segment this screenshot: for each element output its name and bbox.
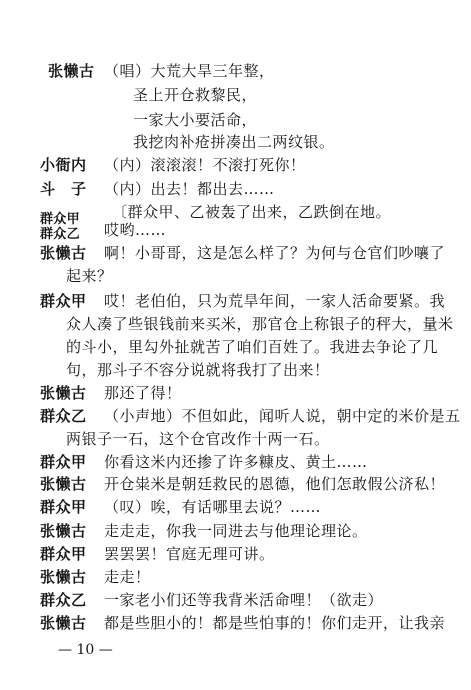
dialogue-line: 罢罢罢！官庭无理可讲。 — [104, 545, 275, 563]
page-number: — 10 — — [58, 642, 113, 658]
stage-direction: 〔群众甲、乙被轰了出来，乙跌倒在地。 — [112, 203, 392, 221]
speaker-name: 张懒古 — [40, 614, 87, 632]
dialogue-line: 走走！ — [104, 568, 151, 586]
dialogue-line: 一家老小们还等我背米活命哩！（欲走） — [104, 591, 384, 609]
dialogue-line: 起来？ — [66, 267, 113, 285]
speaker-name: 群众甲 — [40, 453, 87, 471]
dialogue-line: 你看这米内还掺了许多糠皮、黄土…… — [104, 453, 368, 471]
dialogue-line: 众人凑了些银钱前来买米，那官仓上称银子的秤大，量米 — [66, 315, 454, 333]
sung-line: 我挖肉补疮拼凑出二两纹银。 — [133, 133, 335, 151]
dialogue-line: 哎哟…… — [104, 221, 167, 239]
speaker-name: 群众甲 — [40, 498, 87, 516]
sung-line: 圣上开仓救黎民， — [133, 86, 258, 104]
speaker-name: 小衙内 — [40, 156, 87, 174]
dialogue-line: 句，那斗子不容分说就将我打了出来！ — [66, 361, 330, 379]
speaker-name: 群众甲 — [40, 292, 87, 310]
speaker-name: 张懒古 — [40, 244, 87, 262]
dialogue-line: 啊！小哥哥，这是怎么样了？为何与仓官们吵嚷了 — [104, 244, 446, 262]
sung-line: （唱）大荒大旱三年整， — [104, 62, 275, 80]
dialogue-line: （内）出去！都出去…… — [104, 180, 275, 198]
dialogue-line: 那还了得！ — [104, 384, 182, 402]
speaker-name: 张懒古 — [40, 568, 87, 586]
dialogue-line: （小声地）不但如此，闻听人说，朝中定的米价是五 — [104, 407, 461, 425]
speaker-name: 张懒古 — [40, 384, 87, 402]
dialogue-line: 走走走，你我一同进去与他理论理论。 — [104, 522, 368, 540]
speaker-name: 张懒古 — [40, 475, 87, 493]
speaker-name: 张懒古 — [48, 62, 95, 80]
dialogue-line: 都是些胆小的！都是些怕事的！你们走开，让我亲 — [104, 614, 446, 632]
speaker-name: 群众甲 — [40, 212, 80, 227]
sung-line: 一家大小要活命， — [133, 111, 258, 129]
dialogue-line: 开仓粜米是朝廷救民的恩德，他们怎敢假公济私！ — [104, 475, 446, 493]
speaker-name: 斗 子 — [40, 180, 87, 198]
dialogue-line: 哎！老伯伯，只为荒旱年间，一家人活命要紧。我 — [104, 292, 446, 310]
dialogue-line: （叹）唉，有话哪里去说？…… — [104, 498, 322, 516]
speaker-name: 群众甲 — [40, 545, 87, 563]
dialogue-line: 的斗小，里勾外扯就苦了咱们百姓了。我进去争论了几 — [66, 338, 439, 356]
speaker-name: 群众乙 — [40, 407, 87, 425]
dialogue-line: 两银子一石，这个仓官改作十两一石。 — [66, 430, 330, 448]
speaker-name: 群众乙 — [40, 591, 87, 609]
speaker-name: 群众乙 — [40, 227, 80, 242]
speaker-name: 张懒古 — [40, 522, 87, 540]
dialogue-line: （内）滚滚滚！不滚打死你！ — [104, 156, 306, 174]
